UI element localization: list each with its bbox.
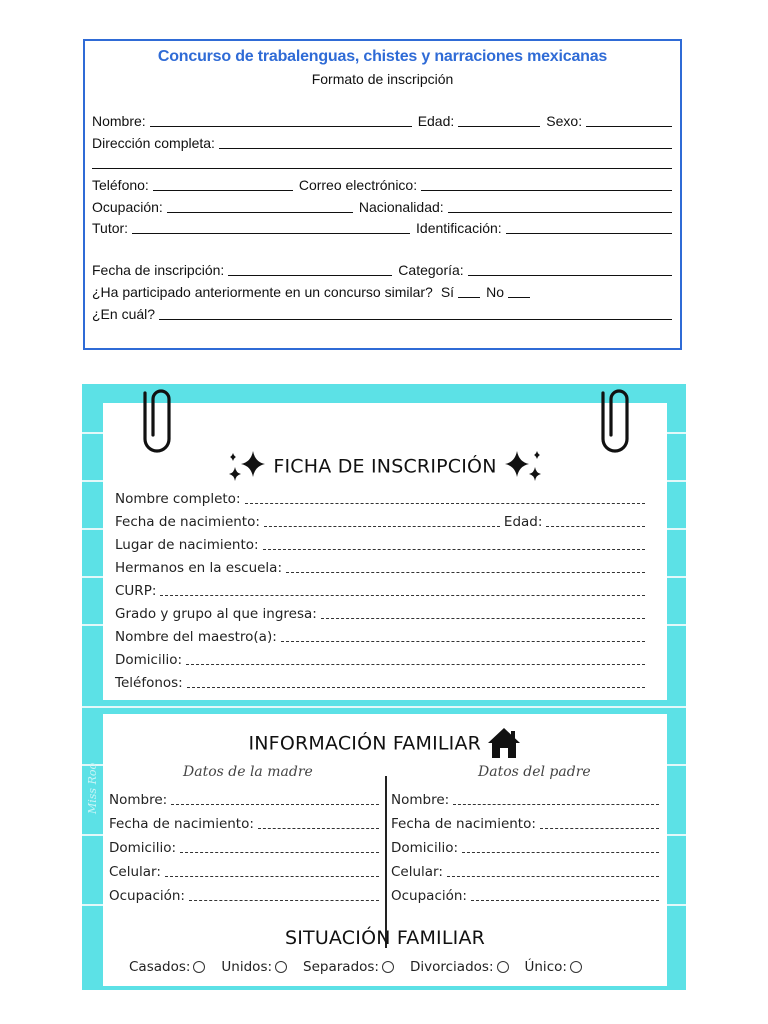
- padre-label-nombre: Nombre:: [391, 792, 450, 808]
- madre-nombre-row: [109, 792, 379, 808]
- label-encual: ¿En cuál?: [92, 306, 156, 322]
- madre-domicilio-row: [109, 840, 379, 856]
- row-encual: [92, 306, 672, 322]
- madre-blank-ocupacion[interactable]: [189, 890, 379, 901]
- row-tutor: [92, 220, 672, 236]
- option-separados-label: Separados:: [303, 959, 379, 975]
- blank-direccion[interactable]: [219, 136, 672, 149]
- label-si: Sí: [440, 284, 455, 300]
- padre-domicilio-row: [391, 840, 659, 856]
- radio-casados[interactable]: [193, 961, 205, 973]
- label-sexo: Sexo:: [546, 113, 583, 129]
- madre-blank-domicilio[interactable]: [180, 842, 379, 853]
- option-unidos[interactable]: [221, 959, 287, 975]
- blank-ocupacion[interactable]: [167, 200, 353, 213]
- padre-label-fecha: Fecha de nacimiento:: [391, 816, 536, 832]
- frame-stripe: [667, 764, 686, 766]
- label-hermanos: Hermanos en la escuela:: [115, 560, 282, 576]
- form1-title: Concurso de trabalenguas, chistes y narraciones mexicanas: [157, 48, 608, 65]
- enrollment-card-frame: [82, 384, 686, 990]
- madre-label-ocupacion: Ocupación:: [109, 888, 185, 904]
- blank-sexo[interactable]: [586, 114, 672, 127]
- padre-blank-domicilio[interactable]: [462, 842, 659, 853]
- frame-stripe: [667, 432, 686, 434]
- label-grado: Grado y grupo al que ingresa:: [115, 606, 317, 622]
- row-nombre: [92, 113, 672, 129]
- madre-label-fecha: Fecha de nacimiento:: [109, 816, 254, 832]
- watermark: [84, 736, 102, 816]
- padre-ocupacion-row: [391, 888, 659, 904]
- label-correo: Correo electrónico:: [298, 177, 418, 193]
- blank-domicilio[interactable]: [186, 654, 645, 665]
- blank-nombre[interactable]: [150, 114, 412, 127]
- row-ocupacion: [92, 199, 672, 215]
- padre-label-ocupacion: Ocupación:: [391, 888, 467, 904]
- padre-blank-ocupacion[interactable]: [471, 890, 659, 901]
- situacion-title-row: [103, 927, 667, 949]
- option-unico[interactable]: [525, 959, 582, 975]
- frame-stripe: [667, 624, 686, 626]
- contest-registration-form: [83, 39, 682, 350]
- madre-celular-row: [109, 864, 379, 880]
- option-casados-label: Casados:: [129, 959, 191, 975]
- row-maestro: [115, 629, 645, 645]
- label-ocupacion: Ocupación:: [92, 199, 163, 215]
- blank-fecha-nacimiento[interactable]: [264, 516, 500, 527]
- blank-nombre-completo[interactable]: [245, 493, 646, 504]
- frame-stripe: [667, 480, 686, 482]
- label-curp: CURP:: [115, 583, 157, 599]
- madre-heading: Datos de la madre: [183, 764, 313, 780]
- radio-separados[interactable]: [382, 961, 394, 973]
- madre-blank-fecha[interactable]: [258, 818, 379, 829]
- radio-unico[interactable]: [570, 961, 582, 973]
- blank-fecha-inscripcion[interactable]: [228, 263, 392, 276]
- row-nombre-completo: [115, 491, 645, 507]
- madre-label-nombre: Nombre:: [109, 792, 168, 808]
- row-fecha: [92, 262, 672, 278]
- row-fecha-nacimiento: [115, 514, 645, 530]
- label-participado: ¿Ha participado anteriormente en un concurso similar?: [92, 284, 433, 300]
- blank-correo[interactable]: [421, 178, 672, 191]
- frame-stripe: [82, 834, 103, 836]
- padre-celular-row: [391, 864, 659, 880]
- blank-si[interactable]: [458, 285, 480, 298]
- label-domicilio: Domicilio:: [115, 652, 183, 668]
- row-telefonos: [115, 675, 645, 691]
- blank-identificacion[interactable]: [506, 221, 672, 234]
- row-domicilio: [115, 652, 645, 668]
- row-participado: [92, 284, 536, 300]
- radio-unidos[interactable]: [275, 961, 287, 973]
- frame-stripe: [667, 904, 686, 906]
- row-grado: [115, 606, 645, 622]
- padre-fecha-row: [391, 816, 659, 832]
- padre-label-domicilio: Domicilio:: [391, 840, 459, 856]
- frame-stripe: [82, 480, 103, 482]
- label-edad: Edad:: [417, 113, 455, 129]
- situacion-title: SITUACIÓN FAMILIAR: [284, 927, 486, 949]
- label-telefono: Teléfono:: [92, 177, 149, 193]
- blank-tutor[interactable]: [132, 221, 410, 234]
- row-curp: [115, 583, 645, 599]
- padre-blank-celular[interactable]: [447, 866, 659, 877]
- house-icon: [486, 726, 522, 765]
- row-hermanos: [115, 560, 645, 576]
- padre-blank-fecha[interactable]: [540, 818, 659, 829]
- madre-fecha-row: [109, 816, 379, 832]
- madre-label-domicilio: Domicilio:: [109, 840, 177, 856]
- blank-edad[interactable]: [458, 114, 540, 127]
- frame-stripe: [82, 432, 103, 434]
- option-unidos-label: Unidos:: [221, 959, 273, 975]
- label-edad: Edad:: [503, 514, 543, 530]
- ficha-card: [103, 403, 667, 700]
- blank-edad[interactable]: [546, 516, 645, 527]
- padre-blank-nombre[interactable]: [453, 794, 659, 805]
- column-divider: [385, 776, 387, 948]
- frame-stripe: [667, 576, 686, 578]
- blank-curp[interactable]: [160, 585, 645, 596]
- label-identificacion: Identificación:: [416, 220, 502, 236]
- ficha-title: FICHA DE INSCRIPCIÓN: [273, 455, 497, 478]
- row-direccion: [92, 135, 672, 151]
- row-telefono: [92, 177, 672, 193]
- label-nacionalidad: Nacionalidad:: [358, 199, 444, 215]
- frame-stripe: [667, 528, 686, 530]
- padre-heading: Datos del padre: [478, 764, 591, 780]
- option-separados[interactable]: [303, 959, 394, 975]
- padre-nombre-row: [391, 792, 659, 808]
- option-divorciados-label: Divorciados:: [409, 959, 494, 975]
- label-tutor: Tutor:: [92, 220, 129, 236]
- label-lugar-nacimiento: Lugar de nacimiento:: [115, 537, 259, 553]
- blank-maestro[interactable]: [281, 631, 645, 642]
- padre-label-celular: Celular:: [391, 864, 443, 880]
- blank-direccion-2[interactable]: [92, 156, 672, 169]
- familiar-title: INFORMACIÓN FAMILIAR: [248, 732, 482, 755]
- marital-status-options: [129, 959, 657, 975]
- madre-blank-nombre[interactable]: [171, 794, 379, 805]
- frame-stripe: [82, 706, 686, 708]
- sparkle-icon: [225, 447, 269, 490]
- label-nombre-completo: Nombre completo:: [115, 491, 241, 507]
- blank-lugar-nacimiento[interactable]: [263, 539, 645, 550]
- blank-grado[interactable]: [321, 608, 645, 619]
- option-divorciados[interactable]: [410, 959, 509, 975]
- label-fecha-nacimiento: Fecha de nacimiento:: [115, 514, 260, 530]
- blank-encual[interactable]: [159, 307, 672, 320]
- label-maestro: Nombre del maestro(a):: [115, 629, 277, 645]
- blank-nacionalidad[interactable]: [448, 200, 672, 213]
- frame-stripe: [82, 528, 103, 530]
- label-nombre: Nombre:: [92, 113, 146, 129]
- blank-telefono[interactable]: [153, 178, 293, 191]
- madre-ocupacion-row: [109, 888, 379, 904]
- row-direccion-2: [92, 156, 672, 171]
- madre-blank-celular[interactable]: [165, 866, 379, 877]
- label-fecha-inscripcion: Fecha de inscripción:: [92, 262, 225, 278]
- blank-no[interactable]: [508, 285, 530, 298]
- ficha-title-row: [103, 447, 667, 490]
- option-casados[interactable]: [129, 959, 205, 975]
- row-lugar-nacimiento: [115, 537, 645, 553]
- frame-stripe: [82, 904, 103, 906]
- family-info-card: [103, 714, 667, 986]
- option-unico-label: Único:: [524, 959, 567, 975]
- label-direccion: Dirección completa:: [92, 135, 215, 151]
- blank-telefonos[interactable]: [187, 677, 645, 688]
- label-categoria: Categoría:: [398, 262, 464, 278]
- frame-stripe: [82, 576, 103, 578]
- label-no: No: [486, 284, 504, 300]
- blank-hermanos[interactable]: [286, 562, 645, 573]
- familiar-title-row: [103, 726, 667, 765]
- label-telefonos: Teléfonos:: [115, 675, 183, 691]
- frame-stripe: [82, 624, 103, 626]
- watermark-text: Miss Roo: [86, 762, 99, 814]
- frame-stripe: [667, 834, 686, 836]
- radio-divorciados[interactable]: [497, 961, 509, 973]
- sparkle-icon: [501, 447, 545, 490]
- blank-categoria[interactable]: [468, 263, 672, 276]
- form1-subtitle: Formato de inscripción: [311, 71, 454, 87]
- madre-label-celular: Celular:: [109, 864, 161, 880]
